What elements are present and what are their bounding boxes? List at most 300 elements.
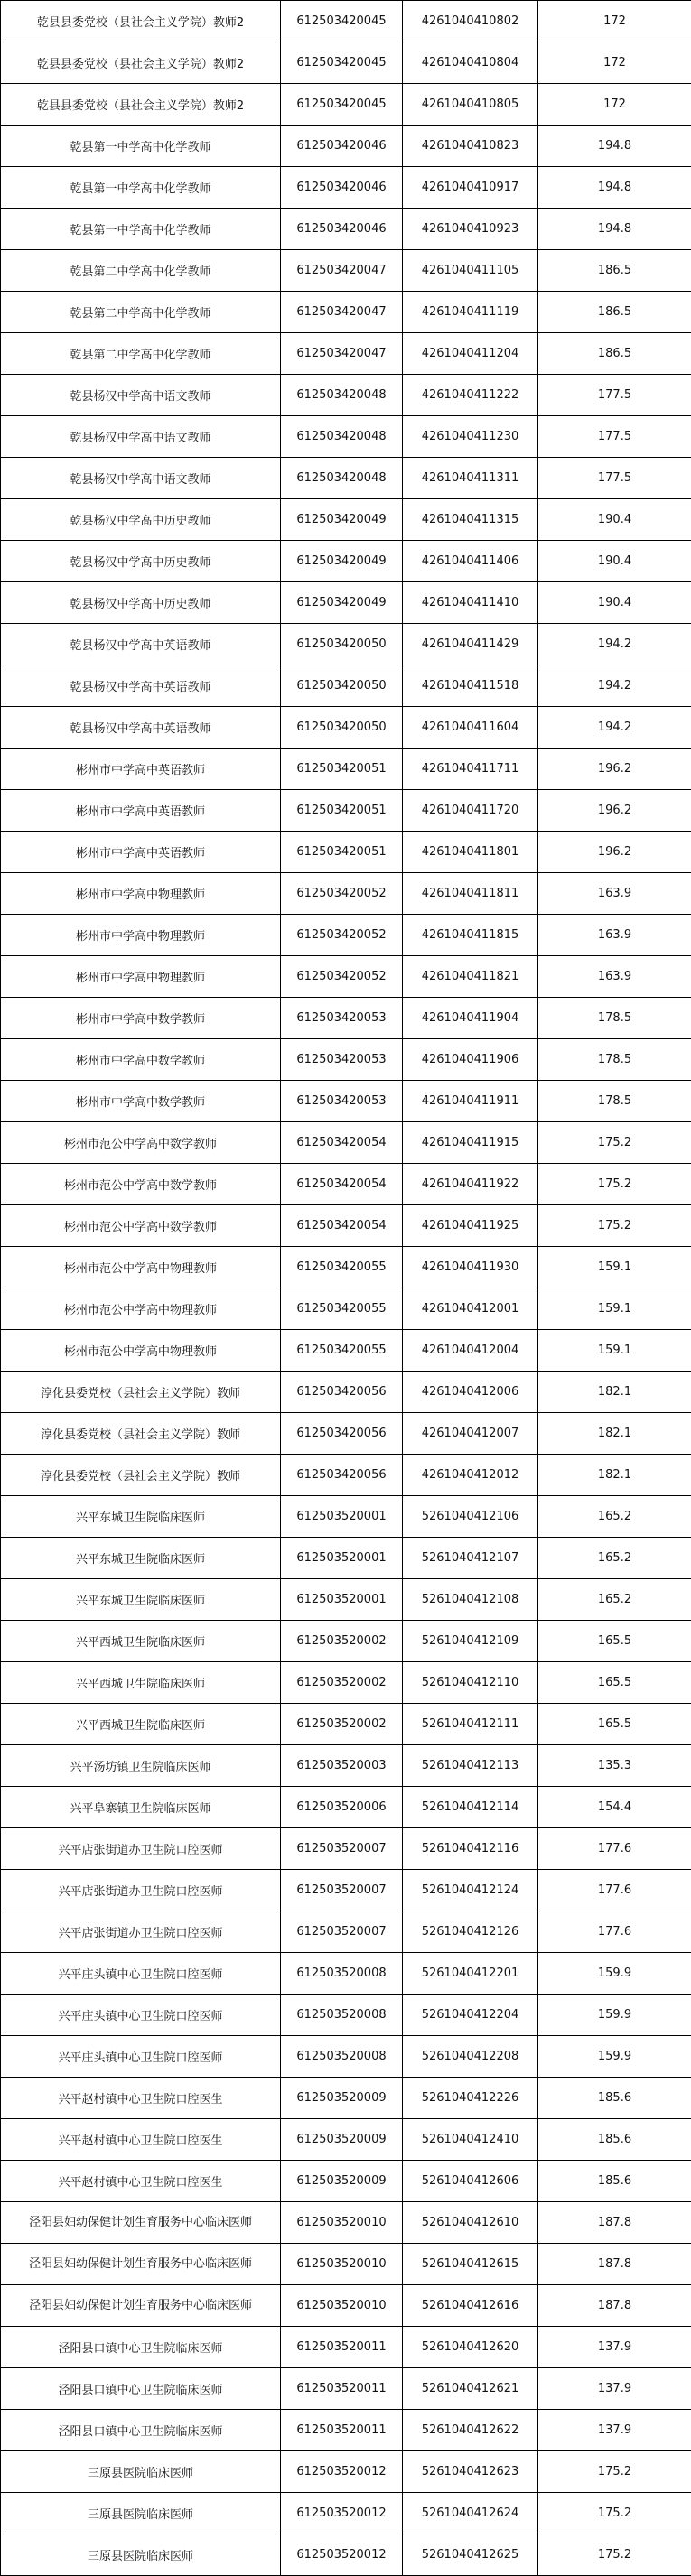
post-code-cell: 612503520010 <box>281 2244 403 2285</box>
score-cell: 165.2 <box>538 1538 691 1579</box>
ticket-number-cell: 4261040411230 <box>403 416 538 458</box>
ticket-number-cell: 4261040411922 <box>403 1164 538 1205</box>
ticket-number-cell: 5261040412208 <box>403 2036 538 2078</box>
post-code-cell: 612503420046 <box>281 126 403 167</box>
post-code-cell: 612503520008 <box>281 1953 403 1995</box>
score-cell: 196.2 <box>538 749 691 790</box>
post-name-cell: 淳化县委党校（县社会主义学院）教师 <box>1 1455 281 1496</box>
ticket-number-cell: 4261040411906 <box>403 1039 538 1081</box>
post-name-cell: 三原县医院临床医师 <box>1 2534 281 2576</box>
table-row <box>1 1372 691 1413</box>
post-name-cell: 兴平庄头镇中心卫生院口腔医师 <box>1 1953 281 1995</box>
ticket-number-cell: 4261040411904 <box>403 998 538 1039</box>
post-code-cell: 612503420055 <box>281 1247 403 1288</box>
score-cell: 194.2 <box>538 707 691 749</box>
post-code-cell: 612503420050 <box>281 707 403 749</box>
post-code-cell: 612503420055 <box>281 1330 403 1372</box>
ticket-number-cell: 4261040411801 <box>403 832 538 873</box>
ticket-number-cell: 4261040411821 <box>403 956 538 998</box>
ticket-number-cell: 4261040411604 <box>403 707 538 749</box>
post-name-cell: 乾县第二中学高中化学教师 <box>1 333 281 375</box>
post-name-cell: 彬州市范公中学高中物理教师 <box>1 1288 281 1330</box>
post-code-cell: 612503420047 <box>281 250 403 292</box>
score-cell: 190.4 <box>538 582 691 624</box>
post-name-cell: 三原县医院临床医师 <box>1 2493 281 2534</box>
ticket-number-cell: 5261040412620 <box>403 2327 538 2368</box>
post-name-cell: 乾县县委党校（县社会主义学院）教师2 <box>1 84 281 126</box>
post-code-cell: 612503520010 <box>281 2202 403 2244</box>
post-name-cell: 乾县杨汉中学高中英语教师 <box>1 665 281 707</box>
post-code-cell: 612503420052 <box>281 915 403 956</box>
table-row <box>1 1538 691 1579</box>
score-cell: 177.5 <box>538 375 691 416</box>
post-code-cell: 612503420053 <box>281 998 403 1039</box>
post-code-cell: 612503520007 <box>281 1828 403 1870</box>
score-cell: 172 <box>538 1 691 42</box>
post-name-cell: 彬州市范公中学高中物理教师 <box>1 1330 281 1372</box>
score-cell: 154.4 <box>538 1787 691 1828</box>
post-code-cell: 612503520007 <box>281 1870 403 1911</box>
post-name-cell: 乾县杨汉中学高中历史教师 <box>1 499 281 541</box>
score-cell: 196.2 <box>538 832 691 873</box>
score-cell: 178.5 <box>538 1039 691 1081</box>
post-code-cell: 612503420051 <box>281 790 403 832</box>
score-cell: 175.2 <box>538 2534 691 2576</box>
table-row <box>1 2078 691 2119</box>
score-cell: 194.8 <box>538 126 691 167</box>
post-name-cell: 兴平店张街道办卫生院口腔医师 <box>1 1911 281 1953</box>
post-name-cell: 兴平店张街道办卫生院口腔医师 <box>1 1828 281 1870</box>
ticket-number-cell: 4261040411222 <box>403 375 538 416</box>
ticket-number-cell: 4261040410823 <box>403 126 538 167</box>
ticket-number-cell: 4261040411915 <box>403 1122 538 1164</box>
post-name-cell: 泾阳县妇幼保健计划生育服务中心临床医师 <box>1 2202 281 2244</box>
post-name-cell: 三原县医院临床医师 <box>1 2451 281 2493</box>
score-cell: 163.9 <box>538 915 691 956</box>
score-cell: 182.1 <box>538 1372 691 1413</box>
post-code-cell: 612503420054 <box>281 1205 403 1247</box>
score-cell: 194.2 <box>538 624 691 665</box>
post-code-cell: 612503420048 <box>281 375 403 416</box>
ticket-number-cell: 4261040411930 <box>403 1247 538 1288</box>
post-code-cell: 612503420046 <box>281 209 403 250</box>
table-row <box>1 1870 691 1911</box>
post-code-cell: 612503420056 <box>281 1413 403 1455</box>
ticket-number-cell: 5261040412124 <box>403 1870 538 1911</box>
table-row <box>1 499 691 541</box>
post-name-cell: 彬州市中学高中物理教师 <box>1 915 281 956</box>
post-code-cell: 612503520009 <box>281 2161 403 2202</box>
post-code-cell: 612503520001 <box>281 1496 403 1538</box>
score-cell: 177.5 <box>538 458 691 499</box>
table-row <box>1 209 691 250</box>
post-name-cell: 兴平西城卫生院临床医师 <box>1 1704 281 1745</box>
table-row <box>1 2036 691 2078</box>
table-row <box>1 2534 691 2576</box>
table-row <box>1 1455 691 1496</box>
score-cell: 137.9 <box>538 2327 691 2368</box>
post-code-cell: 612503520003 <box>281 1745 403 1787</box>
table-row <box>1 1081 691 1122</box>
score-cell: 186.5 <box>538 250 691 292</box>
post-name-cell: 兴平赵村镇中心卫生院口腔医生 <box>1 2161 281 2202</box>
ticket-number-cell: 4261040411811 <box>403 873 538 915</box>
ticket-number-cell: 5261040412615 <box>403 2244 538 2285</box>
post-name-cell: 兴平庄头镇中心卫生院口腔医师 <box>1 1995 281 2036</box>
table-row <box>1 1330 691 1372</box>
post-code-cell: 612503420049 <box>281 541 403 582</box>
post-name-cell: 泾阳县妇幼保健计划生育服务中心临床医师 <box>1 2285 281 2327</box>
post-name-cell: 乾县杨汉中学高中英语教师 <box>1 707 281 749</box>
table-row <box>1 126 691 167</box>
ticket-number-cell: 4261040411429 <box>403 624 538 665</box>
post-name-cell: 兴平西城卫生院临床医师 <box>1 1621 281 1662</box>
post-name-cell: 乾县杨汉中学高中语文教师 <box>1 416 281 458</box>
table-row <box>1 665 691 707</box>
ticket-number-cell: 4261040411518 <box>403 665 538 707</box>
ticket-number-cell: 4261040411720 <box>403 790 538 832</box>
post-code-cell: 612503520012 <box>281 2451 403 2493</box>
post-name-cell: 彬州市范公中学高中物理教师 <box>1 1247 281 1288</box>
ticket-number-cell: 5261040412116 <box>403 1828 538 1870</box>
ticket-number-cell: 4261040411204 <box>403 333 538 375</box>
ticket-number-cell: 4261040410805 <box>403 84 538 126</box>
ticket-number-cell: 4261040412006 <box>403 1372 538 1413</box>
table-row <box>1 1911 691 1953</box>
ticket-number-cell: 5261040412623 <box>403 2451 538 2493</box>
table-row <box>1 2244 691 2285</box>
post-name-cell: 彬州市中学高中数学教师 <box>1 1081 281 1122</box>
table-row <box>1 1995 691 2036</box>
post-name-cell: 淳化县委党校（县社会主义学院）教师 <box>1 1372 281 1413</box>
post-code-cell: 612503520008 <box>281 2036 403 2078</box>
ticket-number-cell: 5261040412622 <box>403 2410 538 2451</box>
table-row <box>1 458 691 499</box>
post-code-cell: 612503420052 <box>281 956 403 998</box>
post-name-cell: 乾县第二中学高中化学教师 <box>1 292 281 333</box>
table-row <box>1 1579 691 1621</box>
table-row <box>1 2327 691 2368</box>
score-cell: 172 <box>538 84 691 126</box>
post-code-cell: 612503420049 <box>281 582 403 624</box>
post-code-cell: 612503520012 <box>281 2534 403 2576</box>
post-name-cell: 泾阳县口镇中心卫生院临床医师 <box>1 2327 281 2368</box>
score-cell: 186.5 <box>538 333 691 375</box>
ticket-number-cell: 5261040412201 <box>403 1953 538 1995</box>
score-cell: 196.2 <box>538 790 691 832</box>
post-name-cell: 彬州市中学高中物理教师 <box>1 956 281 998</box>
score-cell: 177.6 <box>538 1911 691 1953</box>
post-code-cell: 612503420045 <box>281 1 403 42</box>
table-row <box>1 2368 691 2410</box>
table-row <box>1 42 691 84</box>
table-row <box>1 1953 691 1995</box>
score-cell: 194.8 <box>538 209 691 250</box>
post-name-cell: 兴平阜寨镇卫生院临床医师 <box>1 1787 281 1828</box>
post-name-cell: 兴平东城卫生院临床医师 <box>1 1538 281 1579</box>
table-row <box>1 1413 691 1455</box>
ticket-number-cell: 5261040412624 <box>403 2493 538 2534</box>
table-row <box>1 292 691 333</box>
table-row <box>1 1 691 42</box>
score-cell: 186.5 <box>538 292 691 333</box>
table-row <box>1 582 691 624</box>
ticket-number-cell: 5261040412110 <box>403 1662 538 1704</box>
post-code-cell: 612503520011 <box>281 2410 403 2451</box>
table-row <box>1 1247 691 1288</box>
post-name-cell: 彬州市范公中学高中数学教师 <box>1 1122 281 1164</box>
ticket-number-cell: 5261040412226 <box>403 2078 538 2119</box>
score-cell: 165.5 <box>538 1704 691 1745</box>
score-cell: 185.6 <box>538 2161 691 2202</box>
ticket-number-cell: 4261040411711 <box>403 749 538 790</box>
post-name-cell: 乾县第一中学高中化学教师 <box>1 209 281 250</box>
score-cell: 175.2 <box>538 2451 691 2493</box>
table-row <box>1 1662 691 1704</box>
score-cell: 190.4 <box>538 499 691 541</box>
score-cell: 172 <box>538 42 691 84</box>
score-cell: 159.1 <box>538 1330 691 1372</box>
ticket-number-cell: 4261040412004 <box>403 1330 538 1372</box>
table-row <box>1 1288 691 1330</box>
score-cell: 137.9 <box>538 2410 691 2451</box>
score-cell: 135.3 <box>538 1745 691 1787</box>
table-row <box>1 2493 691 2534</box>
table-row <box>1 1164 691 1205</box>
table-row <box>1 1496 691 1538</box>
table-row <box>1 915 691 956</box>
post-name-cell: 兴平赵村镇中心卫生院口腔医生 <box>1 2078 281 2119</box>
score-cell: 163.9 <box>538 873 691 915</box>
post-code-cell: 612503420047 <box>281 292 403 333</box>
ticket-number-cell: 4261040412001 <box>403 1288 538 1330</box>
score-cell: 187.8 <box>538 2244 691 2285</box>
post-name-cell: 乾县第一中学高中化学教师 <box>1 167 281 209</box>
post-name-cell: 彬州市中学高中英语教师 <box>1 749 281 790</box>
post-code-cell: 612503420053 <box>281 1081 403 1122</box>
post-code-cell: 612503420054 <box>281 1164 403 1205</box>
post-code-cell: 612503420051 <box>281 832 403 873</box>
ticket-number-cell: 4261040410917 <box>403 167 538 209</box>
results-table-body <box>1 1 691 2576</box>
post-code-cell: 612503420052 <box>281 873 403 915</box>
post-name-cell: 乾县杨汉中学高中英语教师 <box>1 624 281 665</box>
table-row <box>1 541 691 582</box>
score-cell: 177.6 <box>538 1870 691 1911</box>
score-cell: 159.9 <box>538 1995 691 2036</box>
score-cell: 177.5 <box>538 416 691 458</box>
score-cell: 182.1 <box>538 1413 691 1455</box>
post-name-cell: 兴平东城卫生院临床医师 <box>1 1579 281 1621</box>
table-row <box>1 1039 691 1081</box>
ticket-number-cell: 4261040410923 <box>403 209 538 250</box>
ticket-number-cell: 4261040411911 <box>403 1081 538 1122</box>
ticket-number-cell: 5261040412610 <box>403 2202 538 2244</box>
post-name-cell: 彬州市中学高中英语教师 <box>1 790 281 832</box>
ticket-number-cell: 4261040411315 <box>403 499 538 541</box>
post-name-cell: 兴平东城卫生院临床医师 <box>1 1496 281 1538</box>
post-code-cell: 612503420048 <box>281 458 403 499</box>
score-cell: 175.2 <box>538 1164 691 1205</box>
post-code-cell: 612503420053 <box>281 1039 403 1081</box>
score-cell: 175.2 <box>538 2493 691 2534</box>
table-row <box>1 167 691 209</box>
post-code-cell: 612503520002 <box>281 1704 403 1745</box>
table-row <box>1 790 691 832</box>
ticket-number-cell: 5261040412106 <box>403 1496 538 1538</box>
table-row <box>1 873 691 915</box>
post-name-cell: 彬州市范公中学高中数学教师 <box>1 1164 281 1205</box>
post-code-cell: 612503420049 <box>281 499 403 541</box>
post-name-cell: 乾县县委党校（县社会主义学院）教师2 <box>1 1 281 42</box>
post-name-cell: 乾县县委党校（县社会主义学院）教师2 <box>1 42 281 84</box>
table-row <box>1 707 691 749</box>
score-cell: 165.5 <box>538 1621 691 1662</box>
score-cell: 175.2 <box>538 1205 691 1247</box>
post-code-cell: 612503520010 <box>281 2285 403 2327</box>
table-row <box>1 1745 691 1787</box>
table-row <box>1 2119 691 2161</box>
post-name-cell: 兴平赵村镇中心卫生院口腔医生 <box>1 2119 281 2161</box>
table-row <box>1 998 691 1039</box>
ticket-number-cell: 5261040412621 <box>403 2368 538 2410</box>
post-code-cell: 612503420048 <box>281 416 403 458</box>
post-code-cell: 612503420046 <box>281 167 403 209</box>
score-cell: 182.1 <box>538 1455 691 1496</box>
post-code-cell: 612503520012 <box>281 2493 403 2534</box>
table-row <box>1 1704 691 1745</box>
ticket-number-cell: 4261040410802 <box>403 1 538 42</box>
score-cell: 185.6 <box>538 2078 691 2119</box>
ticket-number-cell: 5261040412126 <box>403 1911 538 1953</box>
post-name-cell: 乾县第二中学高中化学教师 <box>1 250 281 292</box>
post-name-cell: 兴平汤坊镇卫生院临床医师 <box>1 1745 281 1787</box>
post-name-cell: 彬州市范公中学高中数学教师 <box>1 1205 281 1247</box>
score-cell: 159.1 <box>538 1288 691 1330</box>
ticket-number-cell: 5261040412114 <box>403 1787 538 1828</box>
post-code-cell: 612503420056 <box>281 1455 403 1496</box>
post-code-cell: 612503420045 <box>281 84 403 126</box>
post-name-cell: 兴平庄头镇中心卫生院口腔医师 <box>1 2036 281 2078</box>
post-code-cell: 612503420054 <box>281 1122 403 1164</box>
post-code-cell: 612503420055 <box>281 1288 403 1330</box>
post-code-cell: 612503520009 <box>281 2119 403 2161</box>
ticket-number-cell: 4261040412007 <box>403 1413 538 1455</box>
score-cell: 178.5 <box>538 1081 691 1122</box>
post-code-cell: 612503520002 <box>281 1662 403 1704</box>
score-cell: 194.2 <box>538 665 691 707</box>
post-name-cell: 淳化县委党校（县社会主义学院）教师 <box>1 1413 281 1455</box>
post-name-cell: 乾县第一中学高中化学教师 <box>1 126 281 167</box>
ticket-number-cell: 5261040412410 <box>403 2119 538 2161</box>
ticket-number-cell: 5261040412113 <box>403 1745 538 1787</box>
table-row <box>1 749 691 790</box>
table-row <box>1 1621 691 1662</box>
post-name-cell: 乾县杨汉中学高中语文教师 <box>1 458 281 499</box>
ticket-number-cell: 5261040412204 <box>403 1995 538 2036</box>
score-cell: 185.6 <box>538 2119 691 2161</box>
ticket-number-cell: 4261040410804 <box>403 42 538 84</box>
score-cell: 178.5 <box>538 998 691 1039</box>
score-cell: 165.5 <box>538 1662 691 1704</box>
ticket-number-cell: 4261040412012 <box>403 1455 538 1496</box>
ticket-number-cell: 4261040411406 <box>403 541 538 582</box>
ticket-number-cell: 5261040412606 <box>403 2161 538 2202</box>
post-code-cell: 612503520007 <box>281 1911 403 1953</box>
score-cell: 163.9 <box>538 956 691 998</box>
post-code-cell: 612503520002 <box>281 1621 403 1662</box>
score-cell: 159.1 <box>538 1247 691 1288</box>
table-row <box>1 832 691 873</box>
ticket-number-cell: 4261040411815 <box>403 915 538 956</box>
ticket-number-cell: 5261040412108 <box>403 1579 538 1621</box>
post-code-cell: 612503420045 <box>281 42 403 84</box>
table-row <box>1 416 691 458</box>
post-name-cell: 泾阳县口镇中心卫生院临床医师 <box>1 2410 281 2451</box>
post-code-cell: 612503520001 <box>281 1538 403 1579</box>
ticket-number-cell: 4261040411311 <box>403 458 538 499</box>
post-name-cell: 彬州市中学高中物理教师 <box>1 873 281 915</box>
table-row <box>1 1787 691 1828</box>
table-row <box>1 1122 691 1164</box>
post-name-cell: 乾县杨汉中学高中历史教师 <box>1 582 281 624</box>
ticket-number-cell: 5261040412111 <box>403 1704 538 1745</box>
table-row <box>1 250 691 292</box>
post-code-cell: 612503520001 <box>281 1579 403 1621</box>
post-code-cell: 612503420050 <box>281 665 403 707</box>
table-row <box>1 624 691 665</box>
score-cell: 187.8 <box>538 2202 691 2244</box>
score-cell: 165.2 <box>538 1579 691 1621</box>
post-name-cell: 兴平店张街道办卫生院口腔医师 <box>1 1870 281 1911</box>
post-code-cell: 612503520008 <box>281 1995 403 2036</box>
table-row <box>1 2285 691 2327</box>
post-name-cell: 彬州市中学高中数学教师 <box>1 998 281 1039</box>
ticket-number-cell: 5261040412107 <box>403 1538 538 1579</box>
post-name-cell: 乾县杨汉中学高中语文教师 <box>1 375 281 416</box>
table-row <box>1 956 691 998</box>
table-row <box>1 2202 691 2244</box>
table-row <box>1 375 691 416</box>
post-name-cell: 泾阳县口镇中心卫生院临床医师 <box>1 2368 281 2410</box>
post-name-cell: 彬州市中学高中英语教师 <box>1 832 281 873</box>
post-code-cell: 612503520006 <box>281 1787 403 1828</box>
score-cell: 159.9 <box>538 1953 691 1995</box>
ticket-number-cell: 5261040412625 <box>403 2534 538 2576</box>
table-row <box>1 2161 691 2202</box>
post-code-cell: 612503520011 <box>281 2368 403 2410</box>
post-code-cell: 612503520009 <box>281 2078 403 2119</box>
score-cell: 137.9 <box>538 2368 691 2410</box>
post-code-cell: 612503420056 <box>281 1372 403 1413</box>
post-code-cell: 612503420051 <box>281 749 403 790</box>
ticket-number-cell: 4261040411925 <box>403 1205 538 1247</box>
post-name-cell: 乾县杨汉中学高中历史教师 <box>1 541 281 582</box>
table-row <box>1 2451 691 2493</box>
ticket-number-cell: 5261040412109 <box>403 1621 538 1662</box>
post-code-cell: 612503520011 <box>281 2327 403 2368</box>
post-code-cell: 612503420047 <box>281 333 403 375</box>
post-name-cell: 兴平西城卫生院临床医师 <box>1 1662 281 1704</box>
table-row <box>1 2410 691 2451</box>
table-row <box>1 1828 691 1870</box>
table-row <box>1 84 691 126</box>
score-cell: 194.8 <box>538 167 691 209</box>
score-cell: 175.2 <box>538 1122 691 1164</box>
post-name-cell: 泾阳县妇幼保健计划生育服务中心临床医师 <box>1 2244 281 2285</box>
ticket-number-cell: 4261040411410 <box>403 582 538 624</box>
table-row <box>1 1205 691 1247</box>
